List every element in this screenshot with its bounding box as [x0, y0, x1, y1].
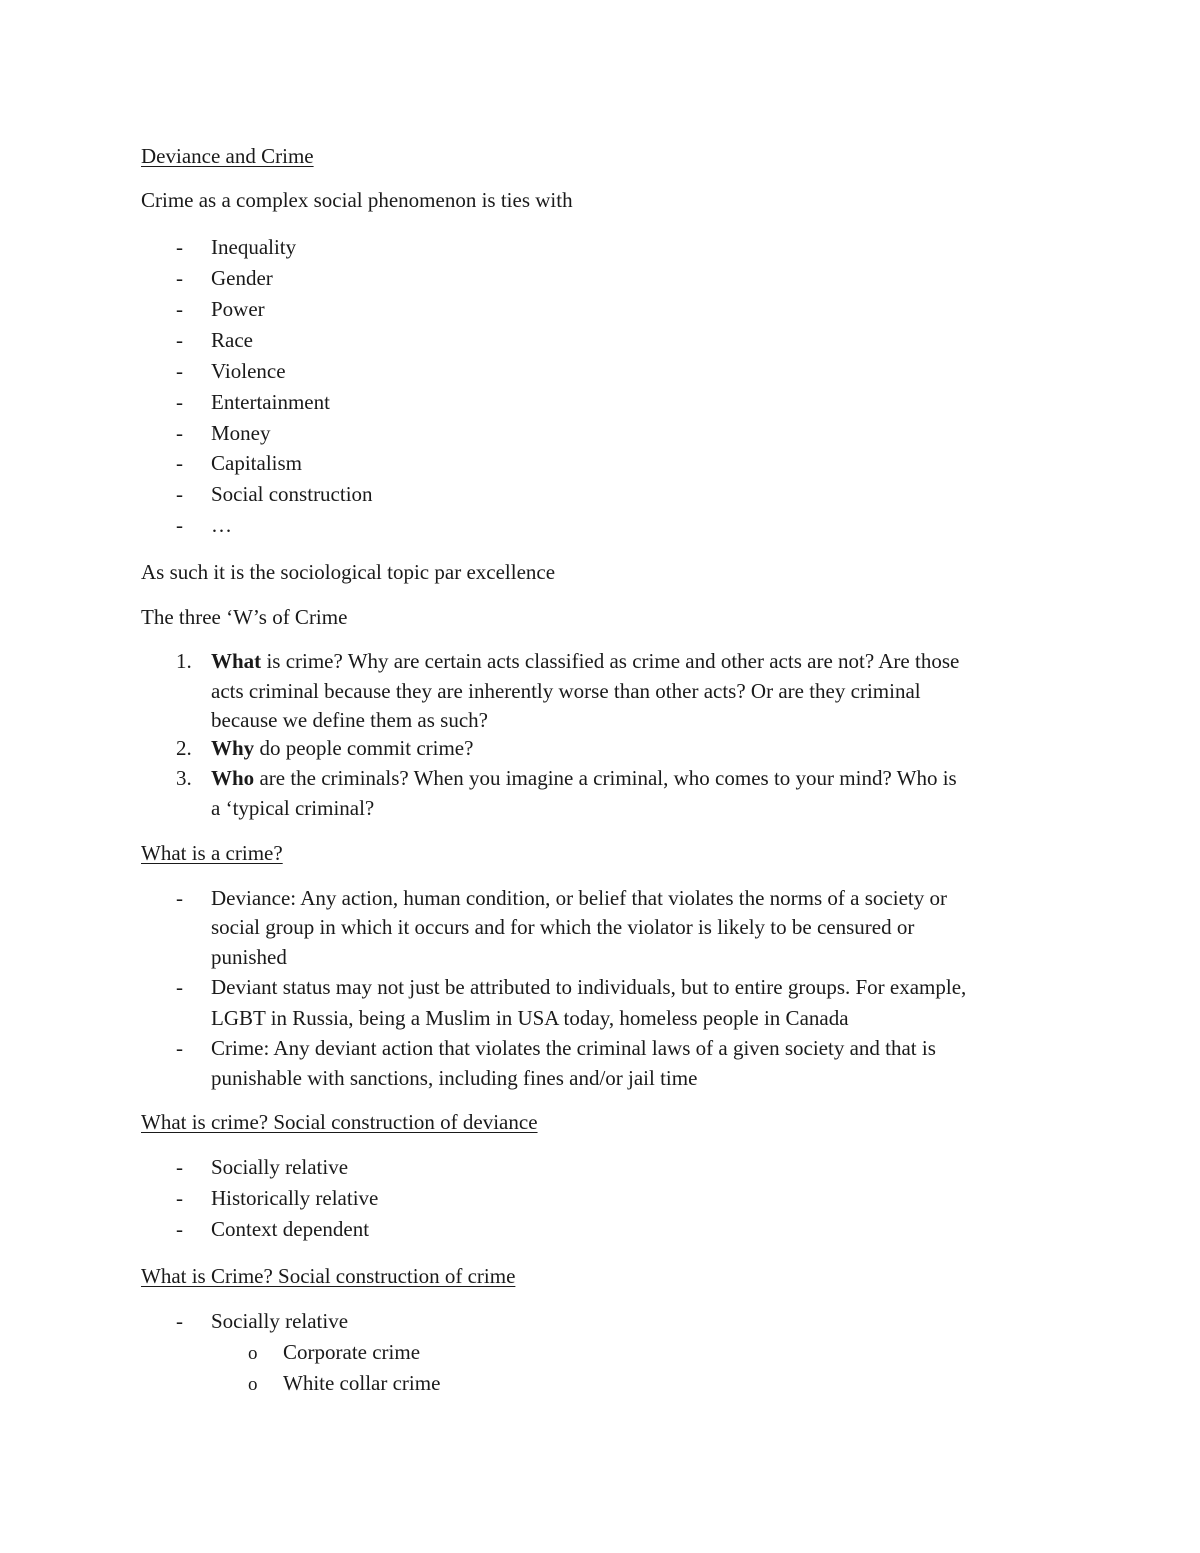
list-item-text: punished: [211, 945, 287, 969]
list-number: 3.: [176, 766, 192, 790]
list-item: Gender: [211, 266, 273, 290]
list-item-text: Deviance: Any action, human condition, or belief that violates the norms of a society or: [211, 886, 947, 910]
list-item: Violence: [211, 359, 286, 383]
three-ws-heading: The three ‘W’s of Crime: [141, 605, 348, 629]
sub-list-item: Corporate crime: [283, 1340, 421, 1364]
list-bullet: -: [176, 451, 183, 475]
list-item: …: [211, 513, 232, 537]
list-item: Context dependent: [211, 1217, 370, 1241]
list-item-text: because we define them as such?: [211, 708, 488, 732]
list-bullet: -: [176, 328, 183, 352]
list-item-text: a ‘typical criminal?: [211, 796, 375, 820]
list-bullet: -: [176, 975, 183, 999]
list-bullet: -: [176, 1217, 183, 1241]
emphasis: What: [211, 649, 262, 673]
list-item: Entertainment: [211, 390, 330, 414]
section-heading: What is Crime? Social construction of crime: [141, 1264, 516, 1288]
list-bullet: -: [176, 359, 183, 383]
list-item: Race: [211, 328, 253, 352]
emphasis: Who: [211, 766, 255, 790]
list-bullet: -: [176, 297, 183, 321]
list-item-text: are the criminals? When you imagine a criminal, who comes to your mind? Who is: [254, 766, 957, 790]
list-bullet: -: [176, 266, 183, 290]
list-item-text: is crime? Why are certain acts classified as crime and other acts are not? Are those: [261, 649, 960, 673]
list-number: 2.: [176, 736, 192, 760]
section-heading: What is crime? Social construction of deviance: [141, 1110, 538, 1134]
list-item: Inequality: [211, 235, 297, 259]
list-item: Capitalism: [211, 451, 302, 475]
sub-bullet: o: [248, 1343, 258, 1364]
list-bullet: -: [176, 390, 183, 414]
list-item-text: punishable with sanctions, including fines and/or jail time: [211, 1066, 698, 1090]
list-bullet: -: [176, 421, 183, 445]
list-bullet: -: [176, 482, 183, 506]
sub-list-item: White collar crime: [283, 1371, 441, 1395]
list-bullet: -: [176, 1155, 183, 1179]
list-number: 1.: [176, 649, 192, 673]
list-bullet: -: [176, 886, 183, 910]
emphasis: Why: [211, 736, 255, 760]
list-item: Power: [211, 297, 265, 321]
list-item-text: LGBT in Russia, being a Muslim in USA today, homeless people in Canada: [211, 1006, 849, 1030]
list-item: Money: [211, 421, 271, 445]
sub-bullet: o: [248, 1374, 258, 1395]
list-item-text: social group in which it occurs and for which the violator is likely to be censured or: [211, 915, 915, 939]
list-bullet: -: [176, 1309, 183, 1333]
list-item: Socially relative: [211, 1309, 349, 1333]
list-item: Socially relative: [211, 1155, 349, 1179]
list-item-text: Crime: Any deviant action that violates the criminal laws of a given society and that is: [211, 1036, 936, 1060]
list-item: [211, 738, 473, 759]
list-bullet: -: [176, 235, 183, 259]
list-item-text: do people commit crime?: [254, 736, 474, 760]
section-heading: What is a crime?: [141, 841, 283, 865]
list-bullet: -: [176, 1036, 183, 1060]
par-excellence-text: As such it is the sociological topic par excellence: [141, 560, 556, 584]
intro-text: Crime as a complex social phenomenon is ties with: [141, 188, 573, 212]
list-item-text: acts criminal because they are inherently worse than other acts? Or are they criminal: [211, 679, 921, 703]
list-item: [211, 651, 959, 672]
list-item: [211, 768, 957, 789]
list-item: Social construction: [211, 482, 373, 506]
list-bullet: -: [176, 513, 183, 537]
page-title: Deviance and Crime: [141, 144, 314, 168]
list-bullet: -: [176, 1186, 183, 1210]
list-item-text: Deviant status may not just be attributed to individuals, but to entire groups. For example,: [211, 975, 967, 999]
list-item: Historically relative: [211, 1186, 379, 1210]
